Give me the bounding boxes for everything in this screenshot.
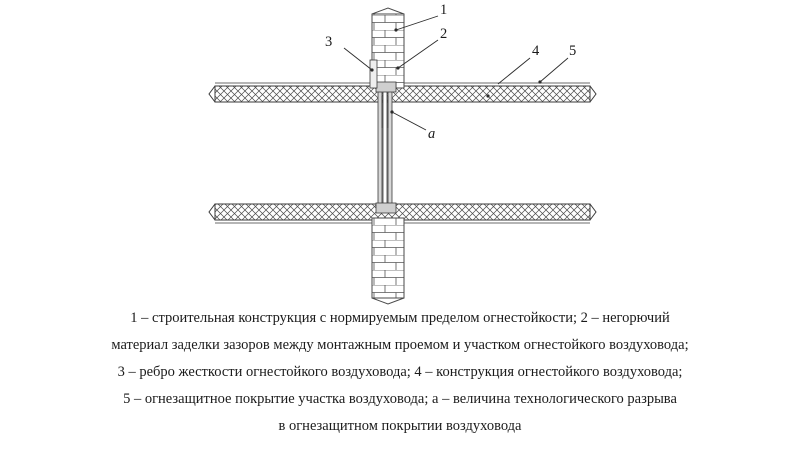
callout-a: a [428,126,436,142]
vertical-duct-section [378,88,392,206]
callout-3: 3 [325,34,333,50]
caption-line-4: 5 – огнезащитное покрытие участка воздуховода; а – величина технологического разрыва [123,391,677,407]
caption-line-1: 1 – строительная конструкция с нормируемым пределом огнестойкости; 2 – негорючий [130,310,670,326]
break-line-left-bottom [209,204,215,220]
break-line-right-bottom [590,204,596,220]
callout-4: 4 [532,43,540,59]
break-line-left-top [209,86,215,102]
caption-line-2: материал заделки зазоров между монтажным проемом и участком огнестойкого воздуховода; [111,337,689,353]
break-line-right-top [590,86,596,102]
callout-1: 1 [440,2,448,18]
figure-caption [0,305,800,440]
caption-line-3: 3 – ребро жесткости огнестойкого воздуховода; 4 – конструкция огнестойкого воздуховода; [117,364,683,380]
callout-5: 5 [569,43,577,59]
callout-2: 2 [440,26,448,42]
caption-line-5: в огнезащитном покрытии воздуховода [278,418,522,434]
stiffening-rib [370,60,377,88]
